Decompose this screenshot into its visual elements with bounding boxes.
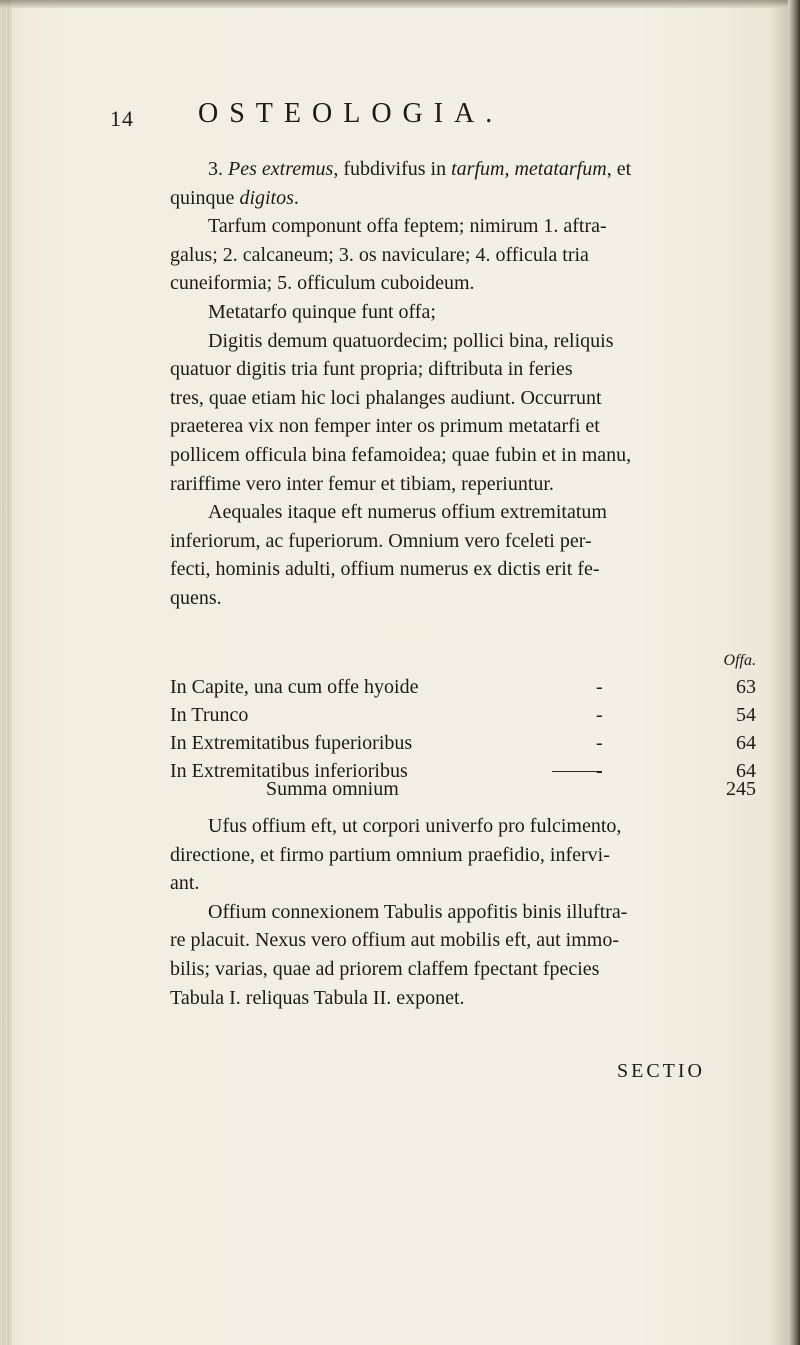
text-line: Tarfum componunt offa feptem; nimirum 1. aftra- — [208, 215, 607, 238]
text-line: directione, et firmo partium omnium praefidio, infervi- — [170, 843, 610, 866]
page-binding-edge — [0, 0, 12, 1345]
text-line: Ufus offium eft, ut corpori univerfo pro fulcimento, — [208, 815, 622, 837]
row-value: 54 — [736, 704, 756, 726]
table-column-header: Offa. — [723, 652, 756, 669]
text-line: galus; 2. calcaneum; 3. os naviculare; 4. officula tria — [170, 243, 589, 266]
total-label: Summa omnium — [266, 778, 399, 800]
table-row — [170, 732, 756, 760]
row-dash: - — [596, 676, 603, 698]
paragraph-ufus — [170, 812, 756, 898]
paragraph-connexionem — [170, 898, 756, 1012]
text-line: Digitis demum quatuordecim; pollici bina, reliquis — [208, 329, 614, 352]
row-label: In Capite, una cum offe hyoide — [170, 676, 419, 698]
text-line: tres, quae etiam hic loci phalanges audiunt. Occurrunt — [170, 386, 602, 409]
text-line: re placuit. Nexus vero offium aut mobilis eft, aut immo- — [170, 929, 619, 952]
text-fragment: quinque — [170, 186, 240, 209]
paragraph-metatarfo — [170, 298, 756, 327]
text-line — [170, 184, 756, 213]
table-row — [170, 676, 756, 704]
row-dash: - — [596, 732, 603, 754]
text-line: Tabula I. reliquas Tabula II. exponet. — [170, 986, 465, 1009]
term-italic: metatarfum — [514, 158, 607, 180]
paragraph-digitis — [170, 327, 756, 499]
term-italic: Pes extremus — [228, 158, 334, 180]
text-line: inferiorum, ac fuperiorum. Omnium vero fceleti per- — [170, 529, 592, 552]
table-row — [170, 704, 756, 732]
row-dash: - — [596, 704, 603, 726]
row-label: In Extremitatibus inferioribus — [170, 760, 408, 782]
text-line: fecti, hominis adulti, offium numerus ex dictis erit fe- — [170, 558, 600, 581]
text-line — [170, 155, 756, 184]
running-header — [110, 92, 710, 132]
text-fragment: 3. — [208, 158, 228, 180]
row-value: 63 — [736, 676, 756, 698]
page-number: 14 — [110, 106, 134, 131]
main-text — [170, 155, 756, 613]
text-fragment: , fubdivifus in — [333, 158, 452, 180]
text-fragment: , — [504, 158, 515, 180]
total-value: 245 — [726, 778, 756, 800]
text-line: Aequales itaque eft numerus offium extremitatum — [208, 501, 607, 524]
text-line: pollicem officula bina fefamoidea; quae fubin et in manu, — [170, 443, 632, 466]
page-top-shadow — [0, 0, 800, 8]
text-line: praeterea vix non femper inter os primum metatarfi et — [170, 415, 600, 438]
row-value: 64 — [736, 732, 756, 754]
sum-rule-line — [552, 771, 602, 772]
text-fragment: , et — [606, 158, 632, 180]
table-total-row — [170, 778, 756, 806]
paragraph-pes-extremus — [170, 155, 756, 212]
row-label: In Extremitatibus fuperioribus — [170, 732, 413, 754]
term-italic: digitos — [239, 186, 294, 209]
running-title: OSTEOLOGIA. — [198, 98, 504, 129]
text-line: quatuor digitis tria funt propria; diftributa in feries — [170, 358, 573, 381]
row-label: In Trunco — [170, 704, 249, 726]
paragraph-aequales — [170, 498, 756, 612]
text-line: Metatarfo quinque funt offa; — [208, 300, 436, 323]
text-line: bilis; varias, quae ad priorem claffem fpectant fpecies — [170, 957, 600, 980]
page-right-shadow — [788, 0, 800, 1345]
text-fragment: . — [293, 186, 299, 209]
text-line: rariffime vero inter femur et tibiam, reperiuntur. — [170, 472, 554, 495]
text-line: quens. — [170, 586, 222, 609]
text-line: Offium connexionem Tabulis appofitis binis illuftra- — [208, 900, 628, 923]
text-line: ant. — [170, 872, 200, 895]
main-text-continued — [170, 812, 756, 1012]
catchword: SECTIO — [617, 1060, 705, 1082]
term-italic: tarfum — [451, 158, 505, 180]
paragraph-tarfum — [170, 212, 756, 298]
row-value: 64 — [736, 760, 756, 782]
text-line: cuneiformia; 5. officulum cuboideum. — [170, 272, 475, 295]
